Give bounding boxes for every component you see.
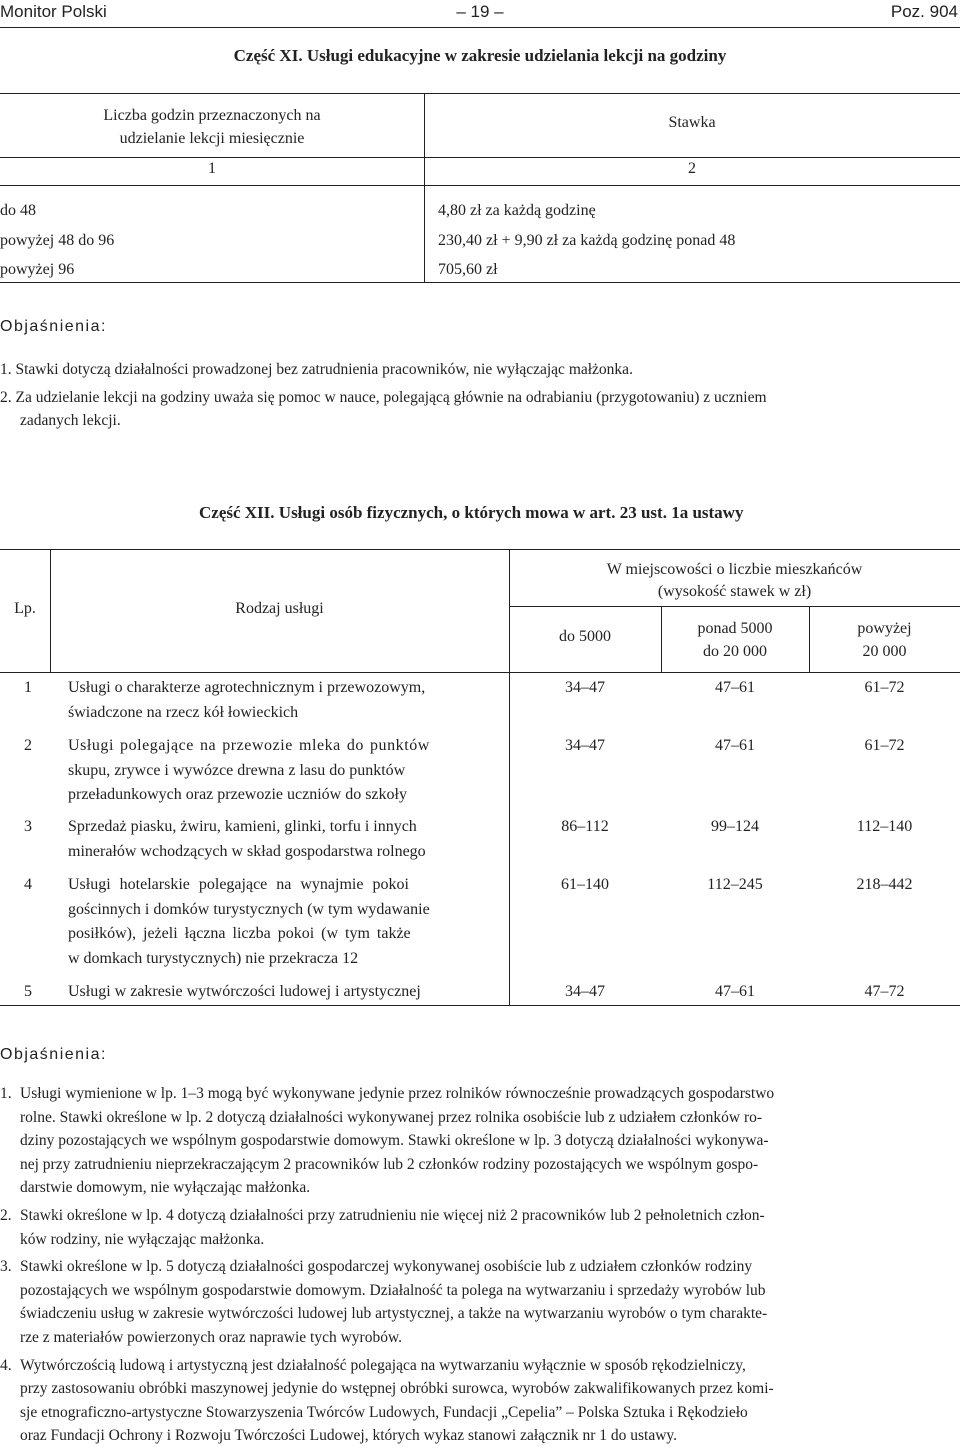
hours-cell: do 48	[0, 202, 36, 219]
row-service: Usługi o charakterze agrotechnicznym i przewozowym, świadczone na rzecz kół łowieckich	[68, 679, 426, 721]
row-value-col2: 112–245	[707, 876, 763, 893]
table-row	[0, 815, 960, 870]
row-value-col1: 34–47	[565, 737, 605, 754]
header-col-2: ponad 5000 do 20 000	[697, 620, 773, 660]
header-col-1: do 5000	[559, 628, 611, 645]
row-service: Usługi w zakresie wytwórczości ludowej i artystycznej	[68, 983, 421, 1000]
row-service: Sprzedaż piasku, żwiru, kamieni, glinki, torfu i innych minerałów wchodzących w skład gospodarstwa rolnego	[68, 818, 426, 860]
part11-col1-number: 1	[208, 160, 216, 177]
row-value-col3: 61–72	[864, 679, 905, 696]
row-lp: 2	[24, 737, 32, 754]
row-value-col1: 86–112	[561, 818, 609, 835]
part11-title: Część XI. Usługi edukacyjne w zakresie udzielania lekcji na godziny	[233, 46, 727, 65]
header-lp: Lp.	[14, 600, 36, 617]
part11-notes-title: Objaśnienia:	[0, 318, 107, 335]
row-value-col3: 218–442	[856, 876, 913, 893]
row-value-col3: 112–140	[856, 818, 913, 835]
row-value-col1: 34–47	[565, 679, 605, 696]
note-item: 1. Stawki dotyczą działalności prowadzonej bez zatrudnienia pracowników, nie wyłączając małżonka.	[0, 361, 633, 378]
part11-col2-number: 2	[688, 160, 696, 177]
row-lp: 5	[24, 983, 32, 1000]
header-col-3: powyżej 20 000	[857, 620, 912, 660]
header-group: W miejscowości o liczbie mieszkańców (wysokość stawek w zł)	[606, 561, 863, 600]
page-number: – 19 –	[456, 2, 504, 21]
table-row	[0, 734, 960, 814]
row-lp: 1	[24, 679, 32, 696]
note-item: zadanych lekcji.	[20, 412, 121, 430]
row-value-col1: 34–47	[565, 983, 605, 1000]
part11-col2-header: Stawka	[668, 114, 716, 131]
row-value-col2: 47–61	[715, 679, 755, 696]
row-value-col3: 47–72	[864, 983, 905, 1000]
rate-cell: 230,40 zł + 9,90 zł za każdą godzinę ponad 48	[438, 231, 736, 249]
part11-row	[0, 196, 114, 285]
header-service: Rodzaj usługi	[235, 600, 324, 617]
row-value-col2: 47–61	[715, 737, 755, 754]
table-row	[0, 873, 960, 973]
hours-cell: powyżej 96	[0, 261, 75, 278]
part11-col1-header: Liczba godzin przeznaczonych na udzielanie lekcji miesięcznie	[103, 107, 321, 147]
table-row	[0, 676, 960, 736]
hours-cell: powyżej 48 do 96	[0, 231, 115, 249]
rate-cell: 705,60 zł	[438, 261, 498, 278]
page-header-right: Poz. 904	[890, 2, 958, 21]
part12-title: Część XII. Usługi osób fizycznych, o których mowa w art. 23 ust. 1a ustawy	[199, 503, 744, 522]
table-row	[0, 980, 960, 1004]
row-value-col2: 47–61	[715, 983, 755, 1000]
header-rule	[0, 27, 960, 28]
part12-notes-title: Objaśnienia:	[0, 1046, 107, 1063]
page-header-left: Monitor Polski	[0, 2, 107, 21]
row-value-col1: 61–140	[561, 876, 609, 893]
note-item: 2. Stawki określone w lp. 4 dotyczą działalności przy zatrudnieniu nie więcej niż 2 pracowników lub 2 pełnoletnich człon- ków rodziny, nie wyłączając małżonka.	[0, 1206, 765, 1248]
row-lp: 4	[24, 876, 32, 893]
row-service: Usługi hotelarskie polegające na wynajmie pokoi gościnnych i domków turystycznych (w tym wydawanie posiłków), jeżeli łączna liczba pokoi (w tym także w domkach turystycznych) nie przekracza 12	[68, 876, 430, 967]
part11-rates	[438, 196, 735, 285]
part12-notes	[0, 1082, 960, 1448]
note-item: 2. Za udzielanie lekcji na godziny uważa się pomoc w nauce, polegającą głównie na odrabianiu (przygotowaniu) z uczniem	[0, 388, 767, 406]
row-value-col2: 99–124	[711, 818, 759, 835]
note-item: 3. Stawki określone w lp. 5 dotyczą działalności gospodarczej wykonywanej osobiście lub z udziałem członków rodziny pozostających we wspólnym gospodarstwie domowym. Działalność ta polega na wytwarzaniu i sprzedaży wyrobów lub świadczeniu usług w zakresie wytwórczości ludowej lub artystycznej, a także na wytwarzaniu wyrobów o tym charakte- rze z materiałów powierzonych oraz naprawie tych wyrobów.	[0, 1258, 768, 1346]
row-value-col3: 61–72	[864, 737, 905, 754]
row-lp: 3	[24, 818, 32, 835]
note-item: 4. Wytwórczością ludową i artystyczną jest działalność polegająca na wytwarzaniu wyłącznie w sposób rękodzielniczy, przy zastosowaniu obróbki maszynowej jedynie do wstępnej obróbki surowca, wyrobów zakwalifikowanych przez komi- sje etnograficzno-artystyczne Stowarzyszenia Twórców Ludowych, Fundacji „Cepelia” – Polska Sztuka i Rękodzieło oraz Fundacji Ochrony i Rozwoju Twórczości Ludowej, których wykaz stanowi załącznik nr 1 do ustawy.	[0, 1356, 774, 1445]
rate-cell: 4,80 zł za każdą godzinę	[438, 202, 596, 219]
note-item: 1. Usługi wymienione w lp. 1–3 mogą być wykonywane jedynie przez rolników równocześnie prowadzących gospodarstwo rolne. Stawki określone w lp. 2 dotyczą działalności wykonywanej przez rolnika osobiście lub z udziałem członków ro- dziny pozostających we wspólnym gospodarstwie domowym. Stawki określone w lp. 3 dotyczą działalności wykonywa- nej przy zatrudnieniu nieprzekraczającym 2 pracowników lub 2 członków rodziny pozostających we wspólnym gospo- darstwie domowym, nie wyłączając małżonka.	[0, 1085, 775, 1197]
row-service: Usługi polegające na przewozie mleka do punktów skupu, zrywce i wywózce drewna z lasu do punktów przeładunkowych oraz przewozie uczniów do szkoły	[68, 737, 430, 803]
part11-notes	[0, 358, 960, 433]
